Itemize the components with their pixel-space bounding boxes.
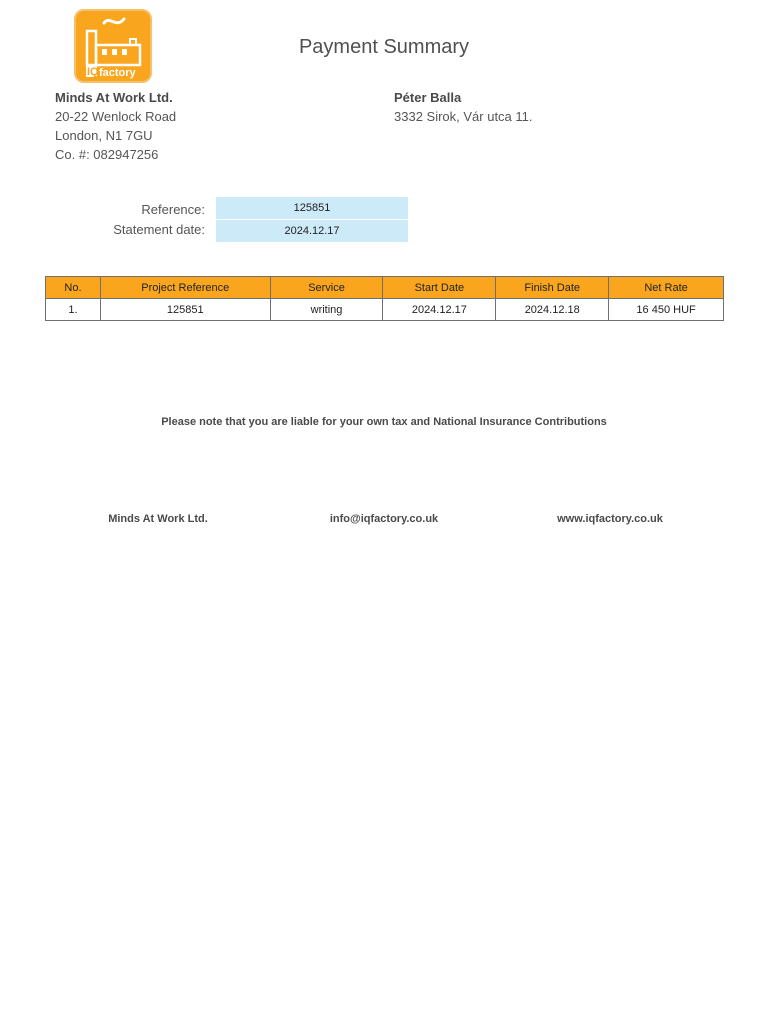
company-address-line2: London, N1 7GU bbox=[55, 128, 153, 143]
tax-note: Please note that you are liable for your own tax and National Insurance Contributions bbox=[161, 416, 607, 428]
column-header-no: No. bbox=[46, 277, 101, 299]
company-name: Minds At Work Ltd. bbox=[55, 90, 173, 105]
company-address-line1: 20-22 Wenlock Road bbox=[55, 109, 177, 124]
column-header-start-date: Start Date bbox=[383, 277, 496, 299]
page-title: Payment Summary bbox=[298, 36, 470, 58]
cell-net-rate: 16 450 HUF bbox=[609, 299, 724, 321]
reference-value: 125851 bbox=[216, 197, 408, 219]
recipient-address: 3332 Sirok, Vár utca 11. bbox=[394, 109, 533, 124]
company-address-block bbox=[55, 88, 176, 164]
table-header-row bbox=[46, 277, 724, 299]
column-header-project-reference: Project Reference bbox=[100, 277, 270, 299]
column-header-net-rate: Net Rate bbox=[609, 277, 724, 299]
column-header-service: Service bbox=[270, 277, 383, 299]
cell-no: 1. bbox=[46, 299, 101, 321]
statement-date-label: Statement date: bbox=[113, 222, 205, 237]
footer-website-link[interactable]: www.iqfactory.co.uk bbox=[557, 513, 663, 525]
cell-start-date: 2024.12.17 bbox=[383, 299, 496, 321]
footer-email-link[interactable]: info@iqfactory.co.uk bbox=[329, 513, 439, 525]
table-row bbox=[46, 299, 724, 321]
recipient-name: Péter Balla bbox=[394, 90, 462, 105]
column-header-finish-date: Finish Date bbox=[496, 277, 609, 299]
footer-company-name: Minds At Work Ltd. bbox=[108, 513, 208, 525]
cell-finish-date: 2024.12.18 bbox=[496, 299, 609, 321]
logo-text-factory: factory bbox=[99, 67, 136, 79]
recipient-address-block bbox=[394, 88, 533, 126]
cell-service: writing bbox=[270, 299, 383, 321]
logo-text-iq: IQ bbox=[87, 66, 99, 78]
statement-date-row bbox=[0, 220, 768, 242]
reference-row bbox=[0, 197, 768, 219]
company-number: Co. #: 082947256 bbox=[55, 147, 159, 162]
payment-items-table bbox=[45, 276, 724, 321]
cell-project-reference: 125851 bbox=[100, 299, 270, 321]
reference-label: Reference: bbox=[141, 202, 205, 217]
statement-date-value: 2024.12.17 bbox=[216, 220, 408, 242]
